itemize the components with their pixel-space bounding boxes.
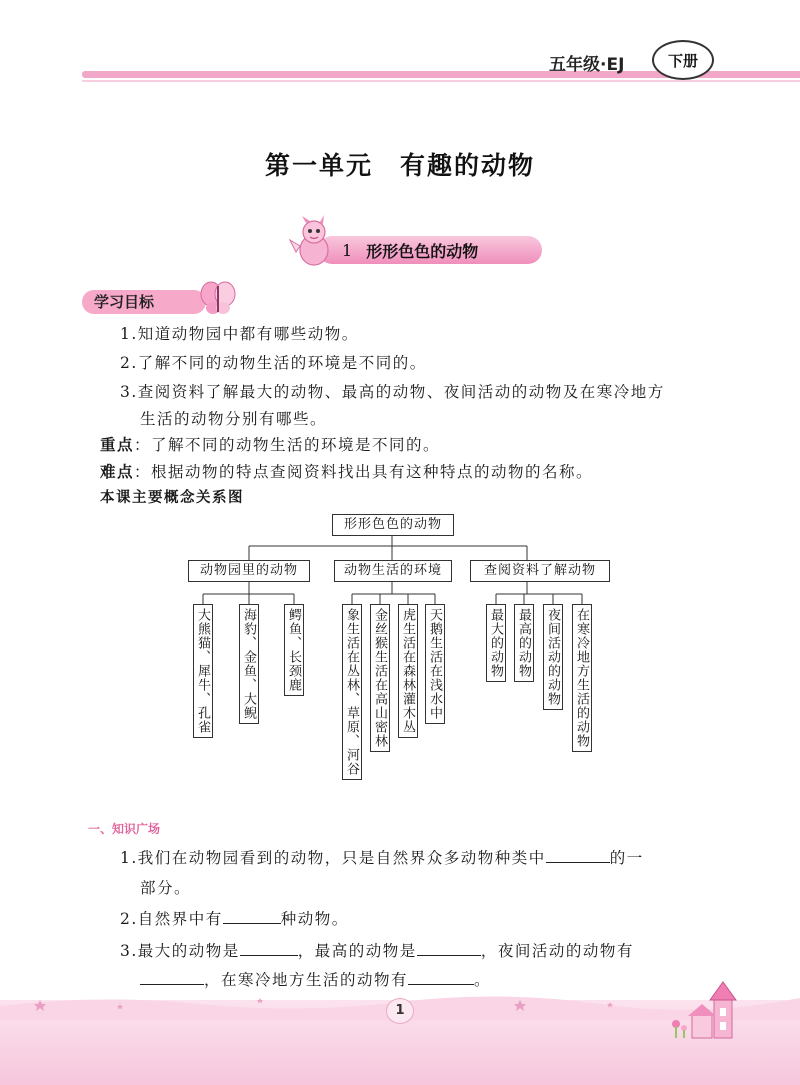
concept-map-title: 本课主要概念关系图 xyxy=(100,490,244,506)
difficulty-label: 难点 xyxy=(100,463,135,481)
answer-blank-3b[interactable] xyxy=(417,940,481,956)
leaf-tiger-habitat: 虎生活在森林灌木丛 xyxy=(398,604,418,738)
header-bar-line xyxy=(82,80,800,82)
lesson-number: 1 xyxy=(342,240,353,260)
leaf-largest-animal: 最大的动物 xyxy=(486,604,506,682)
difficulty-point xyxy=(100,460,593,482)
page-number: 1 xyxy=(386,998,414,1024)
question-3-text-b: ，最高的动物是 xyxy=(297,942,417,960)
leaf-nocturnal-animal: 夜间活动的动物 xyxy=(543,604,563,710)
goal-item-1: 1.知道动物园中都有哪些动物。 xyxy=(120,325,359,343)
question-2-text: 2.自然界中有 xyxy=(120,910,223,928)
goal-item-3-cont: 生活的动物分别有哪些。 xyxy=(140,410,328,428)
leaf-crocodile-giraffe: 鳄鱼、长颈鹿 xyxy=(284,604,304,696)
question-1-cont: 部分。 xyxy=(140,879,192,897)
question-3-text-e: 。 xyxy=(474,971,492,989)
unit-title: 第一单元 有趣的动物 xyxy=(264,151,535,180)
section-heading-knowledge: 一、知识广场 xyxy=(88,822,161,836)
leaf-panda-rhino-peacock: 大熊猫、犀牛、孔雀 xyxy=(193,604,213,738)
butterfly-icon xyxy=(200,280,236,316)
leaf-seal-goldfish-salamander: 海豹、金鱼、大鲵 xyxy=(239,604,259,724)
key-point-label: 重点 xyxy=(100,436,135,454)
question-1 xyxy=(120,846,644,868)
goal-item-3: 3.查阅资料了解最大的动物、最高的动物、夜间活动的动物及在寒冷地方 xyxy=(120,383,665,401)
question-2 xyxy=(120,907,349,929)
difficulty-text: ：根据动物的特点查阅资料找出具有这种特点的动物的名称。 xyxy=(134,463,594,481)
answer-blank-2[interactable] xyxy=(223,908,281,924)
goal-item-2: 2.了解不同的动物生活的环境是不同的。 xyxy=(120,354,427,372)
key-point xyxy=(100,433,440,455)
question-1-text: 1.我们在动物园看到的动物，只是自然界众多动物种类中 xyxy=(120,849,546,867)
concept-map-root: 形形色色的动物 xyxy=(332,514,454,536)
leaf-monkey-habitat: 金丝猴生活在高山密林 xyxy=(370,604,390,752)
grade-label: 五年级·EJ xyxy=(549,55,625,75)
lesson-title: 形形色色的动物 xyxy=(366,241,479,261)
leaf-tallest-animal: 最高的动物 xyxy=(514,604,534,682)
castle-house-icon xyxy=(668,980,744,1040)
learning-goals-tag: 学习目标 xyxy=(82,290,206,314)
leaf-cold-region-animal: 在寒冷地方生活的动物 xyxy=(572,604,592,752)
question-3-text-d: ，在寒冷地方生活的动物有 xyxy=(204,971,409,989)
dragon-mascot-icon xyxy=(288,214,336,270)
answer-blank-3a[interactable] xyxy=(240,940,298,956)
answer-blank-3d[interactable] xyxy=(408,969,474,985)
question-3 xyxy=(120,939,634,961)
branch-research: 查阅资料了解动物 xyxy=(470,560,610,582)
answer-blank-3c[interactable] xyxy=(140,969,204,985)
leaf-elephant-habitat: 象生活在丛林、草原、河谷 xyxy=(342,604,362,780)
question-3-text-a: 3.最大的动物是 xyxy=(120,942,240,960)
key-point-text: ：了解不同的动物生活的环境是不同的。 xyxy=(134,436,441,454)
leaf-swan-habitat: 天鹅生活在浅水中 xyxy=(425,604,445,724)
lesson-banner xyxy=(318,236,542,264)
term-badge: 下册 xyxy=(652,40,714,80)
branch-habitats: 动物生活的环境 xyxy=(334,560,452,582)
question-2-tail: 种动物。 xyxy=(280,910,349,928)
branch-zoo-animals: 动物园里的动物 xyxy=(188,560,310,582)
question-1-tail: 的一 xyxy=(609,849,644,867)
question-3-cont xyxy=(140,968,491,990)
answer-blank-1[interactable] xyxy=(546,847,610,863)
question-3-text-c: ，夜间活动的动物有 xyxy=(480,942,634,960)
